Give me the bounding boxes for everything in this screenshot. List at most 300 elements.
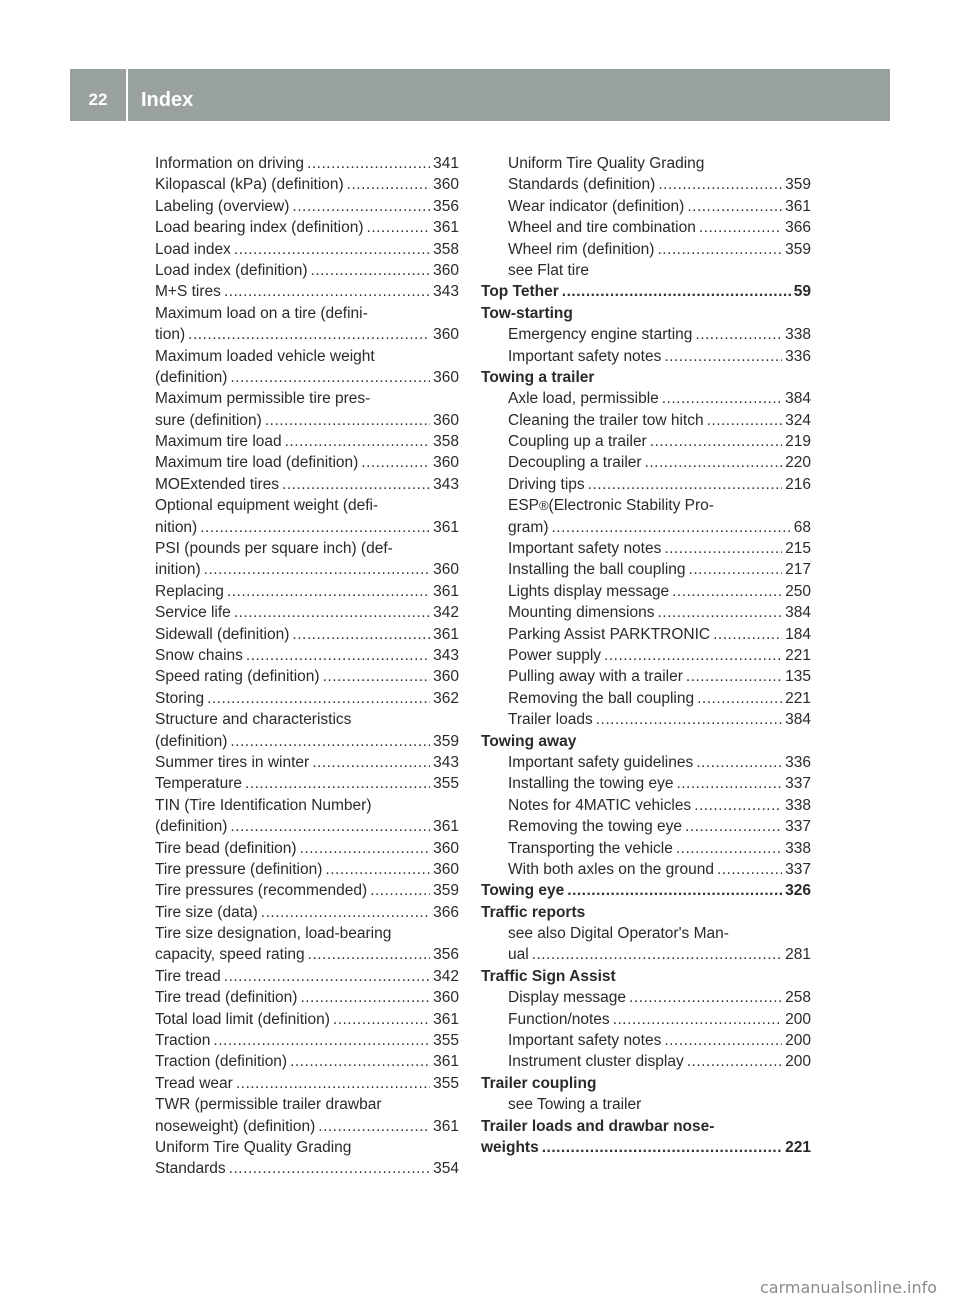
index-heading (481, 731, 811, 752)
page-reference: 362 (433, 689, 459, 707)
index-entry (481, 859, 811, 880)
page-reference: 337 (785, 860, 811, 878)
index-entry (481, 773, 811, 794)
entry-text: Towing eye (481, 882, 565, 900)
index-entry (155, 474, 459, 495)
dot-leader (542, 1137, 782, 1158)
index-entry (481, 944, 811, 965)
page-reference: 219 (785, 433, 811, 451)
index-entry (155, 944, 459, 965)
entry-text: Important safety notes (508, 1032, 662, 1050)
registered-mark: ® (539, 498, 549, 514)
index-entry (481, 153, 811, 174)
index-entry (155, 795, 459, 816)
dot-leader (323, 666, 431, 687)
index-entry (155, 1051, 459, 1072)
index-entry (481, 581, 811, 602)
index-entry (481, 410, 811, 431)
page-reference: 361 (433, 219, 459, 237)
dot-leader (188, 324, 430, 345)
page-reference: 361 (433, 818, 459, 836)
entry-text: Service life (155, 604, 231, 622)
index-entry (481, 709, 811, 730)
entry-text: Tire tread (definition) (155, 989, 298, 1007)
dot-leader (333, 1009, 430, 1030)
page-reference: 366 (785, 219, 811, 237)
entry-text: Towing away (481, 732, 577, 750)
page-reference: 338 (785, 839, 811, 857)
entry-text: Maximum tire load (155, 433, 282, 451)
page-reference: 324 (785, 411, 811, 429)
index-entry (155, 902, 459, 923)
entry-text: Removing the towing eye (508, 818, 683, 836)
page-reference: 360 (433, 561, 459, 579)
dot-leader (300, 987, 430, 1008)
entry-text: Tread wear (155, 1074, 233, 1092)
page-reference: 217 (785, 561, 811, 579)
dot-leader (664, 1030, 782, 1051)
page-reference: 258 (785, 989, 811, 1007)
page-reference: 336 (785, 753, 811, 771)
page-reference: 354 (433, 1160, 459, 1178)
entry-text: Optional equipment weight (defi- (155, 497, 379, 515)
dot-leader (567, 880, 782, 901)
index-entry (481, 987, 811, 1008)
page-reference: 384 (785, 711, 811, 729)
entry-text: (definition) (155, 732, 228, 750)
dot-leader (204, 559, 430, 580)
page-reference: 361 (785, 197, 811, 215)
index-entry (481, 388, 811, 409)
page-reference: 343 (433, 283, 459, 301)
dot-leader (230, 367, 430, 388)
index-entry (155, 666, 459, 687)
index-entry (155, 624, 459, 645)
entry-text: Traction (definition) (155, 1053, 288, 1071)
entry-text: Tire pressure (definition) (155, 860, 323, 878)
entry-text: Uniform Tire Quality Grading (508, 155, 705, 172)
dot-leader (664, 346, 782, 367)
dot-leader (234, 239, 430, 260)
entry-text: Towing a trailer (481, 368, 595, 386)
page-reference: 200 (785, 1010, 811, 1028)
dot-leader (687, 1051, 782, 1072)
dot-leader (685, 816, 782, 837)
index-entry (155, 559, 459, 580)
index-entry (155, 538, 459, 559)
index-entry (481, 452, 811, 473)
index-entry (481, 260, 811, 281)
dot-leader (318, 1116, 430, 1137)
index-entry (481, 816, 811, 837)
page-reference: 338 (785, 326, 811, 344)
index-entry (481, 346, 811, 367)
page-reference: 342 (433, 604, 459, 622)
index-entry (481, 196, 811, 217)
index-entry (155, 239, 459, 260)
entry-text: Maximum loaded vehicle weight (155, 347, 375, 365)
index-entry (155, 752, 459, 773)
dot-leader (347, 174, 430, 195)
index-entry (481, 795, 811, 816)
page-reference: 359 (433, 882, 459, 900)
page-reference: 366 (433, 903, 459, 921)
entry-text: (definition) (155, 368, 228, 386)
page-reference: 384 (785, 604, 811, 622)
entry-text: see Towing a trailer (508, 1096, 642, 1114)
entry-text: weights (481, 1138, 539, 1156)
index-column-left (155, 153, 459, 1180)
dot-leader (312, 752, 430, 773)
index-heading (481, 1137, 811, 1158)
index-entry (481, 1051, 811, 1072)
entry-text: Lights display message (508, 582, 670, 600)
entry-text: Important safety guidelines (508, 753, 694, 771)
index-entry (481, 666, 811, 687)
index-entry (155, 859, 459, 880)
page-reference: 200 (785, 1032, 811, 1050)
page-reference: 343 (433, 753, 459, 771)
entry-text: ESP (508, 497, 540, 515)
index-entry (155, 816, 459, 837)
dot-leader (311, 260, 431, 281)
entry-text: noseweight) (definition) (155, 1117, 316, 1135)
index-entry (481, 217, 811, 238)
entry-text: Speed rating (definition) (155, 668, 320, 686)
index-entry (155, 517, 459, 538)
dot-leader (707, 410, 783, 431)
entry-text: Top Tether (481, 283, 559, 301)
header-divider (126, 69, 128, 121)
page-reference: 342 (433, 967, 459, 985)
dot-leader (230, 816, 430, 837)
entry-text: Power supply (508, 646, 602, 664)
page-reference: 384 (785, 390, 811, 408)
index-entry (481, 431, 811, 452)
entry-text: Trailer coupling (481, 1074, 597, 1092)
entry-text: M+S tires (155, 283, 221, 301)
entry-text: Labeling (overview) (155, 197, 290, 215)
entry-text: Load index (155, 240, 231, 258)
index-entry (155, 923, 459, 944)
index-entry (155, 452, 459, 473)
page-reference: 135 (785, 668, 811, 686)
entry-text: Traffic Sign Assist (481, 967, 616, 985)
index-entry (481, 645, 811, 666)
entry-text: With both axles on the ground (508, 860, 714, 878)
page-number: 22 (88, 90, 108, 109)
page-reference: 360 (433, 860, 459, 878)
entry-text: Standards (155, 1160, 226, 1178)
index-entry (481, 495, 811, 516)
entry-text: Notes for 4MATIC vehicles (508, 796, 692, 814)
page-reference: 361 (433, 518, 459, 536)
dot-leader (613, 1009, 782, 1030)
entry-text: Wheel and tire combination (508, 219, 696, 237)
page-reference: 355 (433, 775, 459, 793)
entry-text: Temperature (155, 775, 243, 793)
index-entry (155, 174, 459, 195)
page-reference: 250 (785, 582, 811, 600)
index-entry (481, 324, 811, 345)
entry-text: Driving tips (508, 475, 585, 493)
dot-leader (672, 581, 782, 602)
page-reference: 337 (785, 818, 811, 836)
dot-leader (367, 217, 431, 238)
entry-text: inition) (155, 561, 201, 579)
dot-leader (370, 880, 430, 901)
page-reference: 341 (433, 155, 459, 172)
index-entry (155, 773, 459, 794)
dot-leader (229, 1158, 430, 1179)
dot-leader (717, 859, 782, 880)
dot-leader (227, 581, 430, 602)
entry-text: TWR (permissible trailer drawbar (155, 1096, 382, 1114)
entry-text: Important safety notes (508, 540, 662, 558)
dot-leader (699, 217, 782, 238)
entry-text: Important safety notes (508, 347, 662, 365)
page-reference: 356 (433, 197, 459, 215)
entry-text: Installing the towing eye (508, 775, 674, 793)
dot-leader (658, 174, 782, 195)
entry-text: Tire bead (definition) (155, 839, 297, 857)
dot-leader (245, 773, 430, 794)
page-reference: 359 (785, 176, 811, 194)
entry-text: (definition) (155, 818, 228, 836)
index-entry (481, 1030, 811, 1051)
entry-text: Transporting the vehicle (508, 839, 673, 857)
entry-text: Snow chains (155, 646, 243, 664)
entry-text: Trailer loads and drawbar nose- (481, 1117, 715, 1135)
page-reference: 359 (433, 732, 459, 750)
entry-text-continued: (Electronic Stability Pro- (548, 497, 714, 515)
entry-text: Load index (definition) (155, 261, 308, 279)
entry-text: Decoupling a trailer (508, 454, 642, 472)
entry-text: Tire size designation, load-bearing (155, 925, 392, 943)
dot-leader (551, 517, 790, 538)
dot-leader (532, 944, 782, 965)
dot-leader (696, 752, 782, 773)
entry-text: Trailer loads (508, 711, 593, 729)
index-entry (481, 602, 811, 623)
page-reference: 184 (785, 625, 811, 643)
page-reference: 338 (785, 796, 811, 814)
index-entry (155, 260, 459, 281)
page-reference: 355 (433, 1074, 459, 1092)
dot-leader (676, 773, 782, 794)
dot-leader (307, 153, 430, 174)
entry-text: gram) (508, 518, 549, 536)
entry-text: see Flat tire (508, 261, 589, 279)
index-entry (155, 217, 459, 238)
dot-leader (261, 902, 430, 923)
dot-leader (676, 838, 782, 859)
index-entry (481, 1009, 811, 1030)
entry-text: Coupling up a trailer (508, 433, 647, 451)
page-reference: 356 (433, 946, 459, 964)
dot-leader (246, 645, 430, 666)
dot-leader (629, 987, 782, 1008)
entry-text: Tire tread (155, 967, 221, 985)
index-entry (155, 196, 459, 217)
entry-text: sure (definition) (155, 411, 262, 429)
index-entry (481, 838, 811, 859)
dot-leader (325, 859, 430, 880)
page-reference: 216 (785, 475, 811, 493)
entry-text: Parking Assist PARKTRONIC (508, 625, 711, 643)
entry-text: Load bearing index (definition) (155, 219, 364, 237)
dot-leader (697, 688, 782, 709)
page-reference: 360 (433, 454, 459, 472)
index-entry (155, 410, 459, 431)
page-reference: 59 (793, 283, 811, 301)
page-reference: 360 (433, 411, 459, 429)
section-title: Index (141, 89, 194, 111)
entry-text: Traction (155, 1032, 211, 1050)
index-entry (481, 559, 811, 580)
page-reference: 359 (785, 240, 811, 258)
page-reference: 360 (433, 839, 459, 857)
page-reference: 343 (433, 475, 459, 493)
entry-text: Structure and characteristics (155, 711, 352, 729)
entry-text: Kilopascal (kPa) (definition) (155, 176, 344, 194)
index-entry (155, 1116, 459, 1137)
page-reference: 358 (433, 433, 459, 451)
entry-text: Sidewall (definition) (155, 625, 290, 643)
entry-text: Replacing (155, 582, 224, 600)
index-entry (155, 1030, 459, 1051)
index-heading (481, 1073, 811, 1094)
index-entry (155, 709, 459, 730)
index-entry (481, 923, 811, 944)
dot-leader (290, 1051, 430, 1072)
dot-leader (308, 944, 430, 965)
entry-text: see also Digital Operator's Man- (508, 925, 729, 943)
dot-leader (695, 324, 782, 345)
page-reference: 360 (433, 368, 459, 386)
dot-leader (650, 431, 782, 452)
dot-leader (687, 196, 782, 217)
dot-leader (236, 1073, 430, 1094)
index-entry (481, 624, 811, 645)
watermark: carmanualsonline.info (760, 1278, 938, 1297)
entry-text: MOExtended tires (155, 475, 280, 493)
dot-leader (604, 645, 782, 666)
page-reference: 221 (785, 689, 811, 707)
page-reference: 355 (433, 1032, 459, 1050)
page-reference: 326 (785, 882, 811, 900)
page-reference: 221 (785, 1138, 811, 1156)
index-entry (155, 153, 459, 174)
dot-leader (230, 731, 430, 752)
dot-leader (213, 1030, 430, 1051)
index-entry (481, 752, 811, 773)
entry-text: Installing the ball coupling (508, 561, 686, 579)
index-heading (481, 281, 811, 302)
entry-text: Wear indicator (definition) (508, 197, 685, 215)
index-entry (155, 1158, 459, 1179)
dot-leader (689, 559, 783, 580)
entry-text: Cleaning the trailer tow hitch (508, 411, 704, 429)
index-entry (155, 966, 459, 987)
entry-text: Maximum load on a tire (defini- (155, 304, 368, 322)
entry-text: Information on driving (155, 155, 305, 172)
entry-text: tion) (155, 326, 186, 344)
index-entry (481, 474, 811, 495)
dot-leader (285, 431, 431, 452)
dot-leader (657, 602, 782, 623)
entry-text: Storing (155, 689, 205, 707)
entry-text: Pulling away with a trailer (508, 668, 683, 686)
dot-leader (224, 281, 430, 302)
index-entry (155, 431, 459, 452)
dot-leader (686, 666, 782, 687)
index-column-right (481, 153, 811, 1158)
index-entry (155, 303, 459, 324)
page-reference: 200 (785, 1053, 811, 1071)
dot-leader (645, 452, 783, 473)
index-entry (155, 1094, 459, 1115)
index-entry (155, 581, 459, 602)
page-reference: 336 (785, 347, 811, 365)
page-reference: 360 (433, 326, 459, 344)
page-reference: 343 (433, 646, 459, 664)
entry-text: Function/notes (508, 1010, 610, 1028)
index-entry (155, 880, 459, 901)
entry-text: Standards (definition) (508, 176, 656, 194)
index-entry (155, 281, 459, 302)
entry-text: Removing the ball coupling (508, 689, 695, 707)
dot-leader (713, 624, 782, 645)
entry-text: capacity, speed rating (155, 946, 305, 964)
index-entry (155, 838, 459, 859)
index-heading (481, 880, 811, 901)
index-entry (155, 688, 459, 709)
entry-text: Maximum permissible tire pres- (155, 390, 371, 408)
index-entry (481, 174, 811, 195)
index-heading (481, 966, 811, 987)
index-entry (481, 688, 811, 709)
entry-text: ual (508, 946, 529, 964)
index-entry (155, 602, 459, 623)
page-reference: 361 (433, 625, 459, 643)
dot-leader (662, 388, 782, 409)
entry-text: Total load limit (definition) (155, 1010, 330, 1028)
dot-leader (292, 624, 430, 645)
entry-text: Wheel rim (definition) (508, 240, 655, 258)
dot-leader (207, 688, 430, 709)
page-reference: 215 (785, 540, 811, 558)
entry-text: Axle load, permissible (508, 390, 659, 408)
entry-text: TIN (Tire Identification Number) (155, 796, 372, 814)
page-reference: 361 (433, 1053, 459, 1071)
page-reference: 281 (785, 946, 811, 964)
entry-text: Tire size (data) (155, 903, 258, 921)
dot-leader (657, 239, 782, 260)
page-reference: 68 (793, 518, 811, 536)
index-heading (481, 1116, 811, 1137)
entry-text: Mounting dimensions (508, 604, 655, 622)
entry-text: Maximum tire load (definition) (155, 454, 359, 472)
page-reference: 360 (433, 261, 459, 279)
entry-text: Uniform Tire Quality Grading (155, 1138, 352, 1156)
dot-leader (234, 602, 430, 623)
page-reference: 360 (433, 989, 459, 1007)
dot-leader (224, 966, 430, 987)
index-entry (155, 346, 459, 367)
page-reference: 361 (433, 582, 459, 600)
entry-text: PSI (pounds per square inch) (def- (155, 540, 393, 558)
